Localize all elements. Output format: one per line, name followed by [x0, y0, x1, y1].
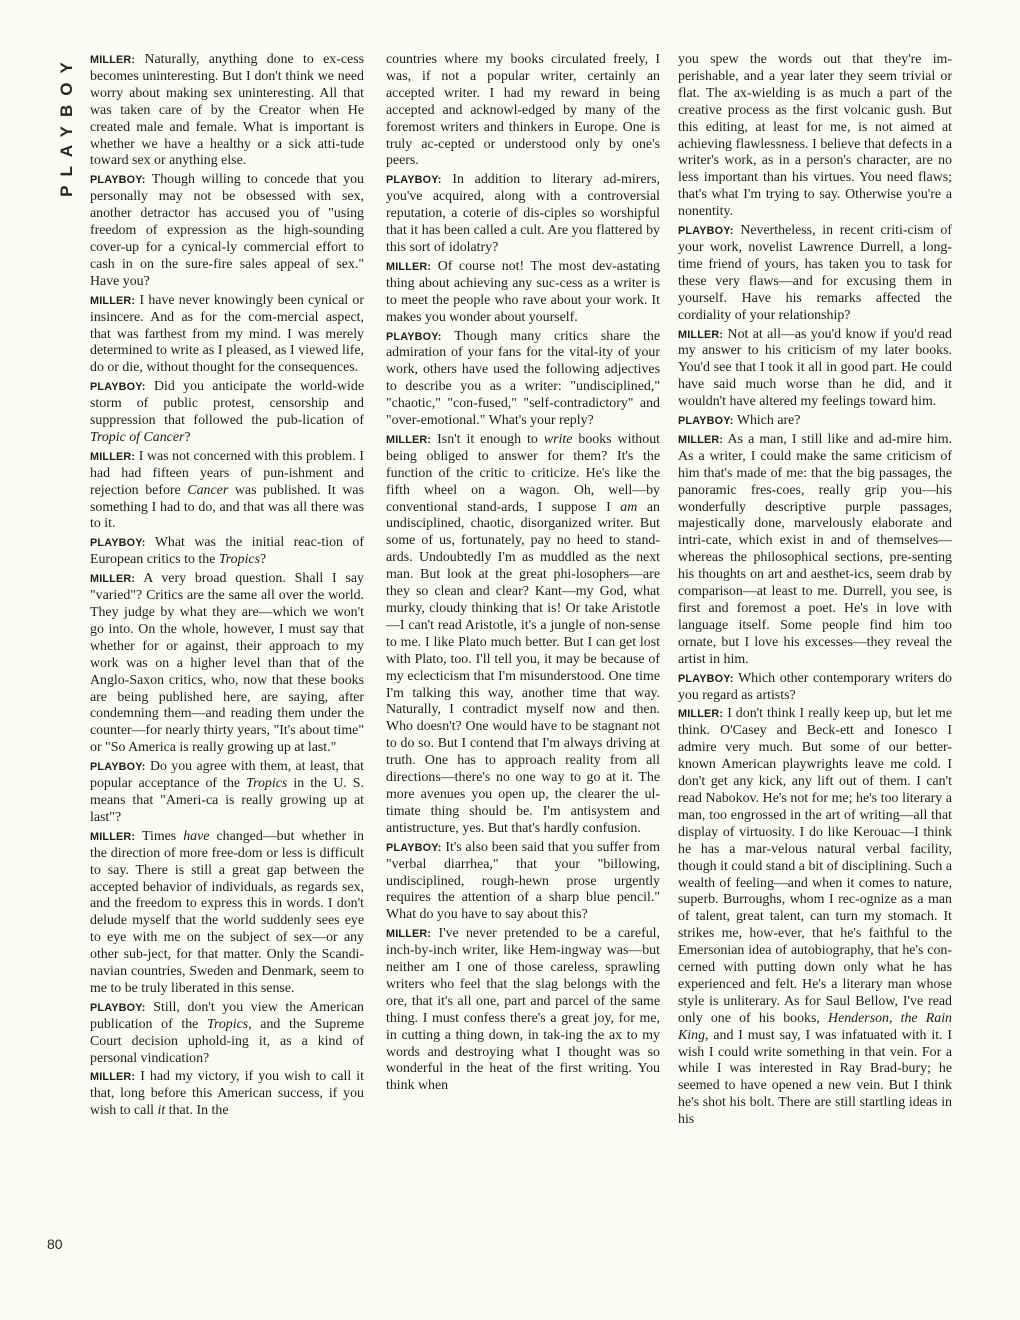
interview-paragraph [386, 329, 660, 430]
paragraph-text: countries where my books circulated freely, I was, if not a popular writer, certainly an accepted writer. I had my reward in being accepted and acknowl-edged by many of the foremost writers and thinkers in Europe. One is truly ac-cepted or understood only by one's peers. [386, 52, 660, 169]
interview-paragraph [90, 1069, 364, 1120]
interview-paragraph [90, 293, 364, 378]
paragraph-text: I had my victory, if you wish to call it that, long before this American success, if you wish to call it that. In the [90, 1069, 364, 1119]
paragraph-text: you spew the words out that they're im-perishable, and a year later they seem trivial or flat. The ax-wielding is as much a part of the creative process as the first volcanic gush. But this editing, at least for me, is not aimed at achieving flawlessness. I believe that defects in a writer's work, as in a person's character, are no less important than his virtues. You need flaws; that's what I'm trying to say. Otherwise you're a nonentity. [678, 52, 952, 220]
interview-paragraph [386, 432, 660, 838]
interview-paragraph [90, 759, 364, 827]
interview-paragraph [678, 706, 952, 1129]
text-column-1 [90, 52, 364, 1282]
speaker-label: PLAYBOY: [90, 1001, 146, 1014]
paragraph-text: Isn't it enough to write books without being obliged to answer for them? It's the function of the critic to criticize. He's like the fifth wheel on a wagon. Oh, well—by conventional stand-ards, I suppose I am an undisciplined, chaotic, disorganized writer. But some of us, fortunately, pay no heed to stand-ards. Undoubtedly I'm as muddled as the next man. But look at the great phi-losophers—are they so clean and clear? Kant—my God, what murky, cloudy thinking that is! Or take Aristotle—I can't read Aristotle, it's a jungle of non-sense to me. I like Plato much better. But I can get lost with Plato, too. I'll tell you, it may be because of my eclecticism that I'm misunderstood. One time I'm talking this way, another time that way. Naturally, I contradict myself now and then. Who doesn't? One would have to be stagnant not to do so. But I contend that I'm always driving at truth. One has to approach reality from all directions—there's no one way to go at it. The more avenues you open up, the clearer the ul-timate thing should be. I'm antisystem and antistructure, yes. But that's hardly confusion. [386, 431, 660, 836]
paragraph-text: I was not concerned with this problem. I had had fifteen years of pun-ishment and rejection before Cancer was published. It was something I had to do, and that was all there was to it. [90, 448, 364, 532]
speaker-label: MILLER: [678, 433, 724, 446]
paragraph-text: Times have changed—but whether in the direction of more free-dom or less is difficult to say. There is still a great gap between the accepted behavior of individuals, as regards sex, and the freedom to express this in words. I don't delude myself that the world suddenly sees eye to eye with me on the subject of sex—or any other sub-ject, for that matter. Only the Scandi-navian countries, Sweden and Denmark, seem to me to be truly liberated in this sense. [90, 828, 364, 996]
speaker-label: PLAYBOY: [386, 330, 442, 343]
speaker-label: PLAYBOY: [678, 672, 734, 685]
interview-paragraph [678, 432, 952, 669]
speaker-label: MILLER: [90, 54, 136, 66]
speaker-label: PLAYBOY: [90, 761, 146, 774]
paragraph-text: Do you agree with them, at least, that popular acceptance of the Tropics in the U. S. means that "Ameri-ca is really growing up at last"? [90, 759, 364, 825]
paragraph-text: What was the initial reac-tion of European critics to the Tropics? [90, 535, 364, 568]
interview-paragraph [678, 671, 952, 705]
speaker-label: MILLER: [386, 928, 432, 941]
paragraph-text: It's also been said that you suffer from "verbal diarrhea," that your "billowing, undisciplined, rough-hewn prose urgently requires the attention of a sharp blue pencil." What do you have to say about this? [386, 839, 660, 923]
interview-paragraph [90, 535, 364, 569]
speaker-label: MILLER: [386, 260, 432, 273]
speaker-label: PLAYBOY: [678, 415, 734, 428]
masthead-text: PLAYBOY [57, 53, 76, 197]
paragraph-text: Nevertheless, in recent criti-cism of your work, novelist Lawrence Durrell, a long-time friend of yours, has taken you to task for these very flaws—and for excusing them in yourself. Have his remarks affected the cordiality of your relationship? [678, 223, 952, 323]
interview-paragraph [90, 449, 364, 534]
speaker-label: PLAYBOY: [90, 537, 146, 550]
speaker-label: PLAYBOY: [90, 174, 146, 187]
page-number: 80 [47, 1236, 63, 1252]
paragraph-text: Still, don't you view the American publication of the Tropics, and the Supreme Court decision uphold-ing it, as a kind of personal vindication? [90, 999, 364, 1066]
paragraph-text: In addition to literary ad-mirers, you've acquired, along with a controversial reputation, a coterie of dis-ciples so worshipful that it has been called a cult. Are you flattered by this sort of idolatry? [386, 172, 660, 255]
paragraph-text: I have never knowingly been cynical or insincere. And as for the com-mercial aspect, that was farthest from my mind. I was merely determined to write as I pleased, as I viewed life, do or die, without thought for the consequences. [90, 292, 364, 376]
paragraph-text: I've never pretended to be a careful, inch-by-inch writer, like Hem-ingway was—but neither am I one of those careless, sprawling writers who feel that the slag belongs with the ore, that it's all one, part and parcel of the same thing. I must confess there's a great joy, for me, in cutting a thing down, in tak-ing the ax to my words and destroying what I thought was so wonderful in the heat of the first writing. You think when [386, 926, 660, 1094]
paragraph-text: Naturally, anything done to ex-cess becomes uninteresting. But I don't think we need worry about making sex uninteresting. All that was taken care of by the Creator when He created male and female. What is important is whether we have a healthy or a sick atti-tude toward sex or anything else. [90, 52, 364, 169]
interview-paragraph [678, 413, 952, 430]
speaker-label: MILLER: [90, 830, 136, 843]
interview-paragraph [386, 259, 660, 327]
speaker-label: MILLER: [90, 450, 136, 463]
masthead [52, 50, 82, 200]
speaker-label: MILLER: [386, 433, 432, 446]
interview-paragraph [386, 926, 660, 1095]
paragraph-text: I don't think I really keep up, but let me think. O'Casey and Beck-ett and Ionesco I admire very much. But some of our better-known American playwrights leave me cold. I don't get any kick, any lift out of them. I can't read Nabokov. He's not for me; he's too literary a man, too engrossed in the art of writing—all that display of virtuosity. I do like Kerouac—I think he has a mar-velous natural verbal facility, though it could stand a bit of disciplining. Such a wealth of feeling—and when it comes to nature, superb. Burroughs, whom I rec-ognize as a man of talent, great talent, can turn my stomach. It strikes me, how-ever, that he's faithful to the Emersonian idea of autobiography, that he's con-cerned with putting down only what he has experienced and felt. He's a literary man whose style is unliterary. As for Saul Bellow, I've read only one of his books, Henderson, the Rain King, and I must say, I was infatuated with it. I wish I could write something in that vein. For a while I was interested in Ray Brad-bury; he seemed to have opened a new vein. But I think he's shot his bolt. There are still startling ideas in his [678, 706, 952, 1128]
interview-paragraph [90, 1000, 364, 1068]
speaker-label: PLAYBOY: [678, 225, 734, 238]
paragraph-text: Which are? [736, 413, 801, 429]
paragraph-text: Which other contemporary writers do you regard as artists? [678, 670, 952, 703]
text-column-2 [386, 52, 660, 1282]
interview-paragraph [678, 52, 952, 221]
speaker-label: PLAYBOY: [386, 174, 442, 187]
paragraph-text: Though many critics share the admiration of your fans for the vital-ity of your work, others have used the following adjectives to describe you as a writer: "undisciplined," "chaotic," "con-fused," "self-contradictory" and "over-emotional." What's your reply? [386, 328, 660, 429]
paragraph-text: Not at all—as you'd know if you'd read my answer to his criticism of my later books. You'd see that I took it all in good part. He could have said much worse than he did, and it wouldn't have altered my feelings toward him. [678, 326, 952, 410]
speaker-label: MILLER: [90, 294, 136, 307]
paragraph-text: Though willing to concede that you personally may not be obsessed with sex, another detractor has accused you of "using freedom of expression as the high-sounding cover-up for a cynical-ly commercial effort to cash in on the sure-fire sales appeal of sex." Have you? [90, 172, 364, 289]
paragraph-text: Did you anticipate the world-wide storm of public protest, censorship and suppression that followed the pub-lication of Tropic of Cancer? [90, 379, 364, 445]
interview-paragraph [90, 379, 364, 447]
interview-paragraph [386, 52, 660, 170]
interview-paragraph [678, 327, 952, 412]
speaker-label: MILLER: [678, 708, 724, 721]
paragraph-text: As a man, I still like and ad-mire him. As a writer, I could make the same criticism of him that's made of me: that the big passages, the panoramic fres-coes, really grip you—his wonderfully descriptive purple passages, majestically done, marvelously elaborate and intri-cate, which exist in and of themselves—whereas the philosophical sections, pre-senting his thoughts on art and aesthet-ics, seem drab by comparison—at least to me. Durrell, you see, is first and foremost a poet. He's in love with language itself. Some people find him too ornate, but I love his excesses—they reveal the artist in him. [678, 431, 952, 667]
speaker-label: MILLER: [90, 573, 136, 586]
interview-paragraph [678, 223, 952, 324]
interview-paragraph [90, 829, 364, 998]
interview-paragraph [386, 840, 660, 925]
interview-paragraph [90, 52, 364, 170]
speaker-label: MILLER: [90, 1071, 136, 1084]
speaker-label: PLAYBOY: [90, 381, 146, 394]
speaker-label: PLAYBOY: [386, 841, 442, 854]
interview-paragraph [90, 571, 364, 757]
speaker-label: MILLER: [678, 328, 724, 341]
text-column-3 [678, 52, 952, 1282]
interview-paragraph [386, 172, 660, 257]
interview-paragraph [90, 172, 364, 290]
paragraph-text: A very broad question. Shall I say "varied"? Critics are the same all over the world. They judge by what they are—which we won't go into. On the whole, however, I must say that whether for or against, their approach to my work was on a higher level than that of the Anglo-Saxon critics, who, now that these books are being published here, are saying, after condemning them—and reading them under the counter—for nearly thirty years, "It's about time" or "So America is really growing up at last." [90, 571, 364, 756]
paragraph-text: Of course not! The most dev-astating thing about achieving any suc-cess as a writer is to meet the people who rave about your work. It makes you wonder about yourself. [386, 258, 660, 325]
